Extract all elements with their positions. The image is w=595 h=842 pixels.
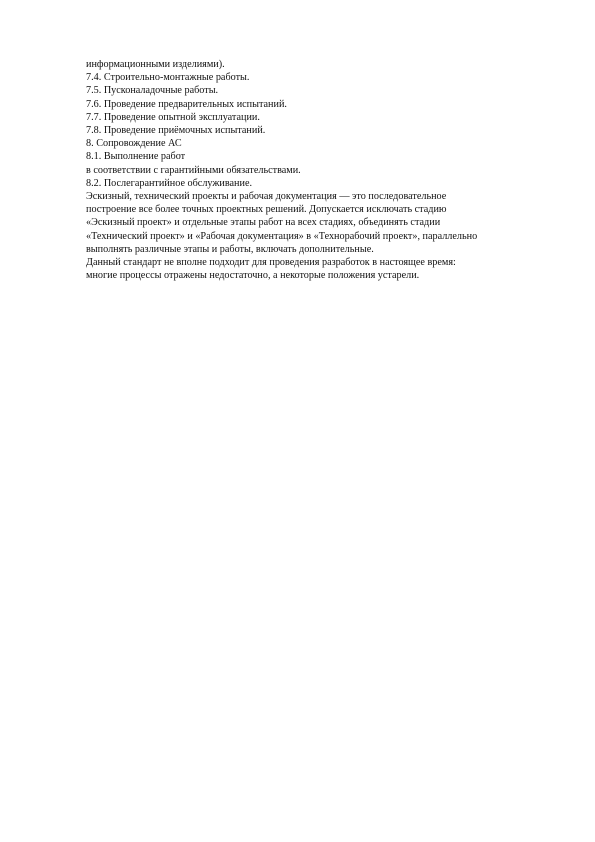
paragraph-line-6: Данный стандарт не вполне подходит для проведения разработок в настоящее время: <box>86 257 456 269</box>
paragraph-line-2: построение все более точных проектных решений. Допускается исключать стадию <box>86 204 447 216</box>
text-line-6: 7.8. Проведение приёмочных испытаний. <box>86 125 266 137</box>
text-line-4: 7.6. Проведение предварительных испытаний. <box>86 98 287 110</box>
text-line-5: 7.7. Проведение опытной эксплуатации. <box>86 111 260 123</box>
paragraph-line-7: многие процессы отражены недостаточно, а некоторые положения устарели. <box>86 270 420 282</box>
text-line-8: 8.1. Выполнение работ <box>86 151 186 163</box>
text-line-2: 7.4. Строительно-монтажные работы. <box>86 72 250 84</box>
paragraph-line-4: «Технический проект» и «Рабочая документация» в «Технорабочий проект», параллельно <box>86 230 478 242</box>
document-text-block <box>86 58 526 282</box>
text-line-1: информационными изделиями). <box>86 59 225 70</box>
section-heading-8: 8. Сопровождение АС <box>86 138 182 150</box>
text-line-10: 8.2. Послегарантийное обслуживание. <box>86 177 253 189</box>
paragraph-line-3: «Эскизный проект» и отдельные этапы работ на всех стадиях, объединять стадии <box>86 217 441 229</box>
text-line-3: 7.5. Пусконаладочные работы. <box>86 85 219 97</box>
paragraph-line-5: выполнять различные этапы и работы, включать дополнительные. <box>86 243 374 255</box>
paragraph-line-1: Эскизный, технический проекты и рабочая документация — это последовательное <box>86 191 447 203</box>
text-line-9: в соответствии с гарантийными обязательствами. <box>86 164 301 176</box>
